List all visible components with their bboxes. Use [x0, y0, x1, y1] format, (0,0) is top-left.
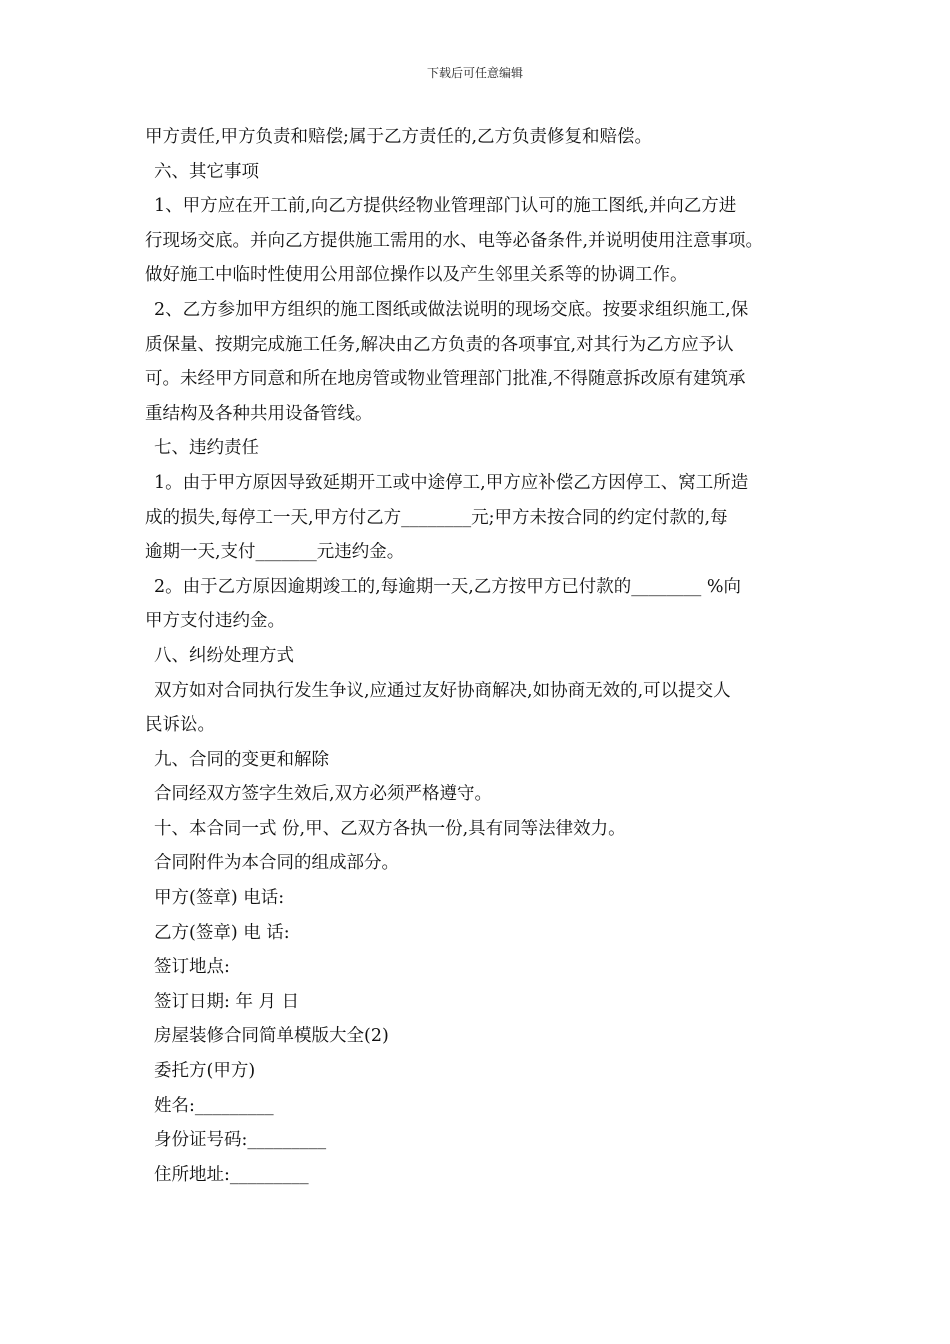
section-heading: 六、其它事项 [154, 161, 259, 182]
paragraph-line: 2、乙方参加甲方组织的施工图纸或做法说明的现场交底。按要求组织施工,保 [154, 299, 749, 320]
paragraph-line: 甲方支付违约金。 [145, 611, 285, 632]
address-field-line: 住所地址:_________ [154, 1164, 309, 1185]
paragraph-line: 1、甲方应在开工前,向乙方提供经物业管理部门认可的施工图纸,并向乙方进 [154, 196, 737, 217]
signature-line-party-b: 乙方(签章) 电 话: [154, 922, 290, 943]
section-heading: 七、违约责任 [154, 438, 259, 459]
paragraph-line: 行现场交底。并向乙方提供施工需用的水、电等必备条件,并说明使用注意事项。 [145, 230, 764, 251]
signature-line-party-a: 甲方(签章) 电话: [154, 888, 285, 909]
section-heading: 十、本合同一式 份,甲、乙双方各执一份,具有同等法律效力。 [154, 818, 626, 839]
paragraph-line: 2。由于乙方原因逾期竣工的,每逾期一天,乙方按甲方已付款的________ %向 [154, 576, 741, 597]
section-heading: 九、合同的变更和解除 [154, 749, 329, 770]
paragraph-line: 可。未经甲方同意和所在地房管或物业管理部门批准,不得随意拆改原有建筑承 [145, 369, 746, 390]
signing-date-line: 签订日期: 年 月 日 [154, 991, 300, 1012]
paragraph-line: 质保量、按期完成施工任务,解决由乙方负责的各项事宜,对其行为乙方应予认 [145, 334, 734, 355]
paragraph-line: 逾期一天,支付_______元违约金。 [145, 542, 405, 563]
paragraph-line: 双方如对合同执行发生争议,应通过友好协商解决,如协商无效的,可以提交人 [154, 680, 731, 701]
paragraph-line: 合同附件为本合同的组成部分。 [154, 853, 399, 874]
signing-place-line: 签订地点: [154, 957, 230, 978]
paragraph-line: 成的损失,每停工一天,甲方付乙方________元;甲方未按合同的约定付款的,每 [145, 507, 728, 528]
page-header: 下载后可任意编辑 [426, 66, 523, 80]
paragraph-line: 合同经双方签字生效后,双方必须严格遵守。 [154, 784, 493, 805]
id-number-field-line: 身份证号码:_________ [154, 1130, 327, 1151]
paragraph-line: 民诉讼。 [145, 715, 215, 736]
paragraph-line: 重结构及各种共用设备管线。 [145, 403, 373, 424]
paragraph-line: 1。由于甲方原因导致延期开工或中途停工,甲方应补偿乙方因停工、窝工所造 [154, 472, 749, 493]
paragraph-line: 做好施工中临时性使用公用部位操作以及产生邻里关系等的协调工作。 [145, 265, 688, 286]
party-a-heading: 委托方(甲方) [154, 1061, 256, 1082]
document-body [145, 120, 810, 1192]
paragraph-line: 甲方责任,甲方负责和赔偿;属于乙方责任的,乙方负责修复和赔偿。 [145, 127, 653, 147]
document-title: 房屋装修合同简单模版大全(2) [154, 1026, 389, 1047]
name-field-line: 姓名:_________ [154, 1095, 274, 1116]
section-heading: 八、纠纷处理方式 [154, 645, 294, 666]
